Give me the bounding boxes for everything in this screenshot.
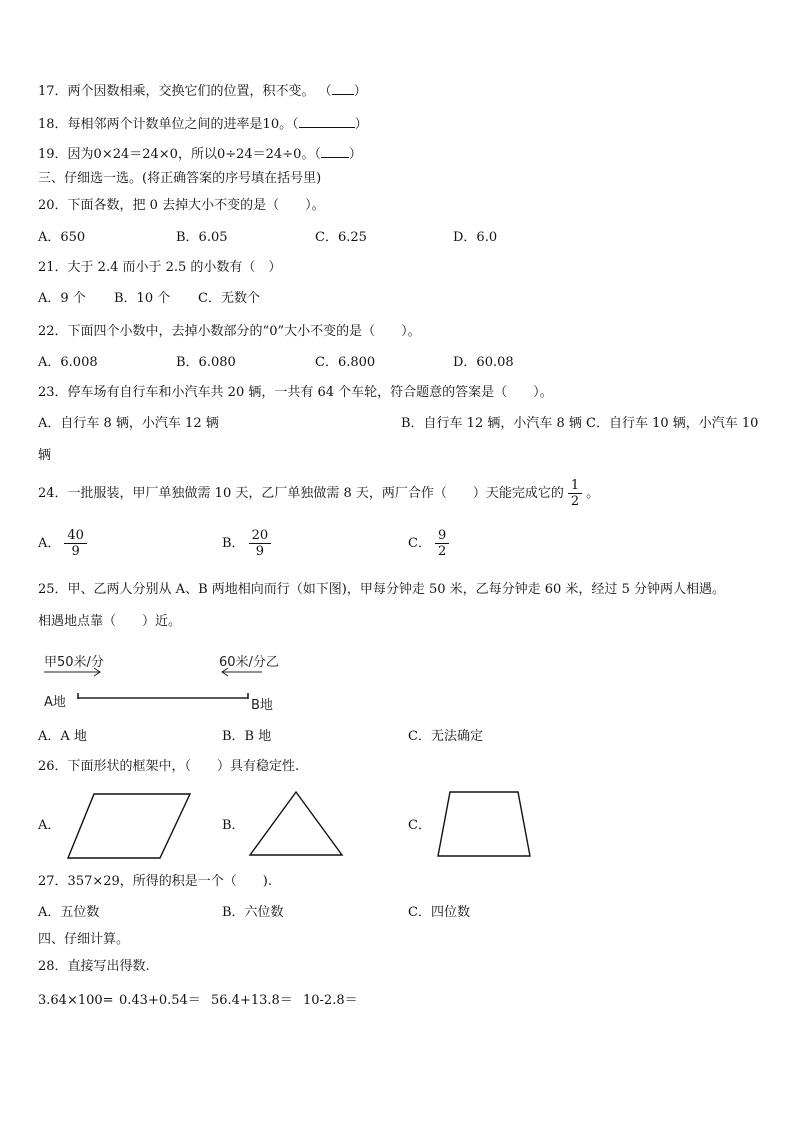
question-27: 27．357×29，所得的积是一个（ ). [38,874,272,889]
question-22: 22．下面四个小数中，去掉小数部分的“0”大小不变的是（ ）。 [38,324,421,339]
answer-blank[interactable] [332,82,354,95]
option-bc[interactable]: B．自行车 12 辆，小汽车 8 辆 C．自行车 10 辆，小汽车 10 [401,416,759,431]
diagram-left-label: 甲50米/分 [44,655,104,670]
option-a[interactable]: A．650 [38,230,86,245]
question-24: 24．一批服装，甲厂单独做需 10 天，乙厂单独做需 8 天，两厂合作（ ）天能完成它的 $\frac{1}{2}$ 。 [38,478,600,509]
calc-item[interactable]: 56.4+13.8＝ [211,993,293,1008]
option-b[interactable]: B． [222,818,245,833]
parallelogram-shape [64,792,204,862]
diagram-a-label: A地 [44,695,66,710]
question-21: 21．大于 2.4 而小于 2.5 的小数有（ ） [38,260,282,275]
option-c[interactable]: C．6.800 [315,355,376,370]
question-25-cont: 相遇地点靠（ ）近。 [38,614,182,629]
option-a[interactable]: A． [38,818,61,833]
section-4-heading: 四、仔细计算。 [38,932,130,947]
question-19: 19．因为0×24＝24×0，所以0÷24＝24÷0。（ ） [38,147,362,162]
question-20: 20．下面各数，把 0 去掉大小不变的是（ ）。 [38,198,325,213]
option-c[interactable]: C． $\frac{9}{2}$ [408,523,453,565]
meeting-diagram [40,660,300,720]
option-c[interactable]: C．6.25 [315,230,367,245]
option-c[interactable]: C． [408,818,431,833]
option-b[interactable]: B．10 个 [114,291,171,306]
calc-item[interactable]: 3.64×100= [38,993,114,1008]
calc-item[interactable]: 10-2.8＝ [303,993,358,1008]
diagram-b-label: B地 [251,698,273,713]
question-28: 28．直接写出得数. [38,959,150,974]
option-a[interactable]: A．6.008 [38,355,98,370]
option-c[interactable]: C．四位数 [408,905,470,920]
diagram-right-label: 60米/分乙 [219,655,279,670]
calc-item[interactable]: 0.43+0.54＝ [119,993,201,1008]
option-c[interactable]: C．无数个 [198,291,260,306]
option-d[interactable]: D．60.08 [453,355,514,370]
question-23: 23．停车场有自行车和小汽车共 20 辆，一共有 64 个车轮，符合题意的答案是（ ）。 [38,385,553,400]
section-3-heading: 三、仔细选一选。(将正确答案的序号填在括号里) [38,171,322,186]
option-c[interactable]: C．无法确定 [408,729,483,744]
question-17: 17．两个因数相乘，交换它们的位置，积不变。 （ ） [38,84,367,99]
option-b[interactable]: B．B 地 [222,729,272,744]
option-a[interactable]: A．自行车 8 辆，小汽车 12 辆 [38,416,219,431]
triangle-shape [248,790,348,860]
option-a[interactable]: A．9 个 [38,291,86,306]
option-b[interactable]: B． $\frac{20}{9}$ [222,523,275,565]
option-c-wrap: 辆 [38,448,52,463]
question-26: 26．下面形状的框架中，（ ）具有稳定性. [38,759,300,774]
option-b[interactable]: B．6.05 [176,230,228,245]
question-25: 25．甲、乙两人分别从 A、B 两地相向而行（如下图)，甲每分钟走 50 米，乙每分钟走 60 米，经过 5 分钟两人相遇。 [38,582,725,597]
option-b[interactable]: B．6.080 [176,355,236,370]
option-a[interactable]: A． $\frac{40}{9}$ [38,523,91,565]
option-d[interactable]: D．6.0 [453,230,498,245]
answer-blank[interactable] [321,145,349,158]
option-a[interactable]: A．五位数 [38,905,100,920]
answer-blank[interactable] [299,115,355,128]
question-18: 18．每相邻两个计数单位之间的进率是10。（ ） [38,117,368,132]
option-b[interactable]: B．六位数 [222,905,284,920]
option-a[interactable]: A．A 地 [38,729,87,744]
trapezoid-shape [435,790,535,860]
fraction-one-half: $\frac{1}{2}$ [568,478,582,509]
